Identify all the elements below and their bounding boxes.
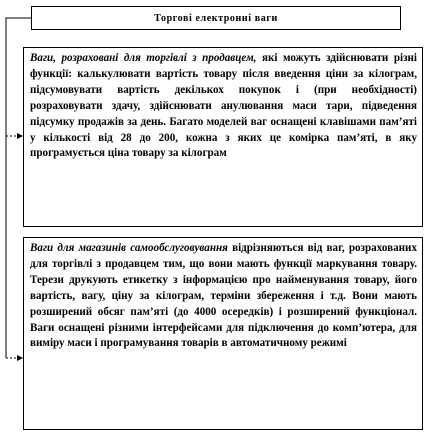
diagram-title: Торгові електронні ваги — [154, 12, 278, 24]
card-self-service-scales — [23, 237, 423, 430]
diagram-title-box — [31, 6, 401, 30]
card-2-text: відрізняються від ваг, розрахованих для торгівлі з продавцем тим, що вони мають функції маркування товару. Терези друкують етикетку з інформацією про найменування товару, його вартість, вагу, ціну за кілограм, терміни збереження і т.д. Вони мають розширений обсяг пам’яті (до 4000 осередків) і розширений функціонал. Ваги оснащені різними інтерфейсами для підключення до комп’ютера, для виміру маси і програмування товарів в автоматичному режимі — [30, 242, 417, 350]
card-2-lead: Ваги для магазинів самообслуговування — [30, 242, 228, 254]
card-1-text: які можуть здійснювати різні функції: калькулювати вартість товару після введення ціни за кілограм, підсумовувати вартість декількох покупок і (при необхідності) розраховувати здачу, здійснювати анулювання маси тари, підведення підсумку продажів за день. Багато моделей ваг оснащені клавішами пам’яті у кількості від 28 до 200, кожна з яких це комірка пам’яті, в яку програмується ціна товару за кілограм — [30, 52, 418, 160]
card-seller-scales — [23, 47, 423, 227]
card-1-lead: Ваги, розраховані для торгівлі з продавцем, — [30, 52, 257, 64]
